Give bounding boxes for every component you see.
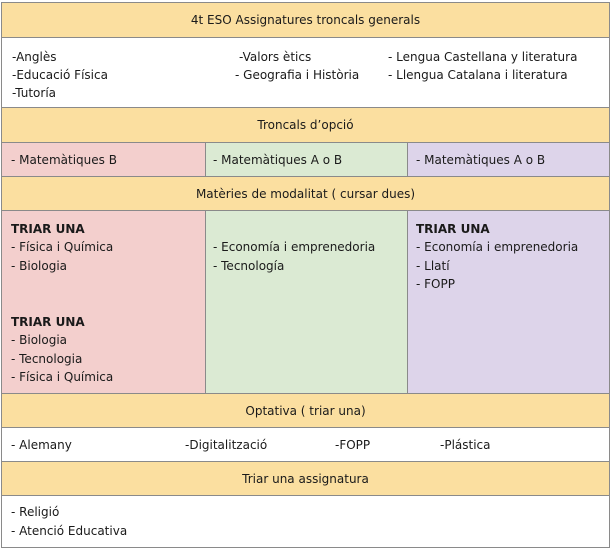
generals-item: - Llengua Catalana i literatura <box>388 68 568 82</box>
troncals-opcio-header <box>1 107 610 143</box>
assignatura-item: - Religió <box>11 505 60 519</box>
modalitat-item: - Tecnología <box>213 259 285 273</box>
optativa-item: -Digitalització <box>185 438 268 452</box>
optativa-item: -FOPP <box>335 438 371 452</box>
generals-item: -Educació Física <box>12 68 108 82</box>
triar-una-label: TRIAR UNA <box>416 222 490 236</box>
table-title: 4t ESO Assignatures troncals generals <box>190 13 421 27</box>
assignatura-item: - Atenció Educativa <box>11 524 128 538</box>
optativa-heading: Optativa ( triar una) <box>245 403 366 418</box>
modalitat-item: - Biologia <box>11 333 68 347</box>
optativa-item: -Plástica <box>440 438 491 452</box>
assignatura-heading: Triar una assignatura <box>242 471 369 486</box>
assignatura-header <box>1 461 610 496</box>
opcio-cell-text: - Matemàtiques A o B <box>416 153 546 167</box>
generals-item: -Valors ètics <box>239 50 312 64</box>
assignatura-section <box>1 495 610 548</box>
generals-item: -Tutoría <box>12 86 57 100</box>
modalitat-item: - Tecnologia <box>11 352 83 366</box>
optativa-header <box>1 393 610 428</box>
table-title-band <box>1 2 610 38</box>
optativa-section <box>1 427 610 462</box>
generals-section <box>1 37 610 108</box>
opcio-cell-3 <box>407 142 610 177</box>
opcio-cell-text: - Matemàtiques B <box>11 153 117 167</box>
opcio-cell-text: - Matemàtiques A o B <box>213 153 343 167</box>
optativa-item: - Alemany <box>11 438 72 452</box>
modalitat-item: - Llatí <box>416 259 450 273</box>
triar-una-label: TRIAR UNA <box>11 315 85 329</box>
modalitat-item: - Economía i emprenedoria <box>416 240 579 254</box>
modalitat-heading: Matèries de modalitat ( cursar dues) <box>195 186 416 201</box>
modalitat-col-1 <box>1 210 206 394</box>
modalitat-item: - FOPP <box>416 277 455 291</box>
opcio-cell-2 <box>205 142 408 177</box>
modalitat-col-3 <box>407 210 610 394</box>
generals-item: - Lengua Castellana y literatura <box>388 50 578 64</box>
modalitat-item: - Física i Química <box>11 240 114 254</box>
modalitat-item: - Física i Química <box>11 370 114 384</box>
modalitat-item: - Economía i emprenedoria <box>213 240 376 254</box>
modalitat-item: - Biologia <box>11 259 68 273</box>
modalitat-header <box>1 176 610 211</box>
modalitat-col-2 <box>205 210 408 394</box>
troncals-opcio-heading: Troncals d’opció <box>257 118 354 132</box>
opcio-cell-1 <box>1 142 206 177</box>
generals-item: - Geografia i Història <box>235 68 360 82</box>
generals-item: -Anglès <box>12 50 57 64</box>
triar-una-label: TRIAR UNA <box>11 222 85 236</box>
